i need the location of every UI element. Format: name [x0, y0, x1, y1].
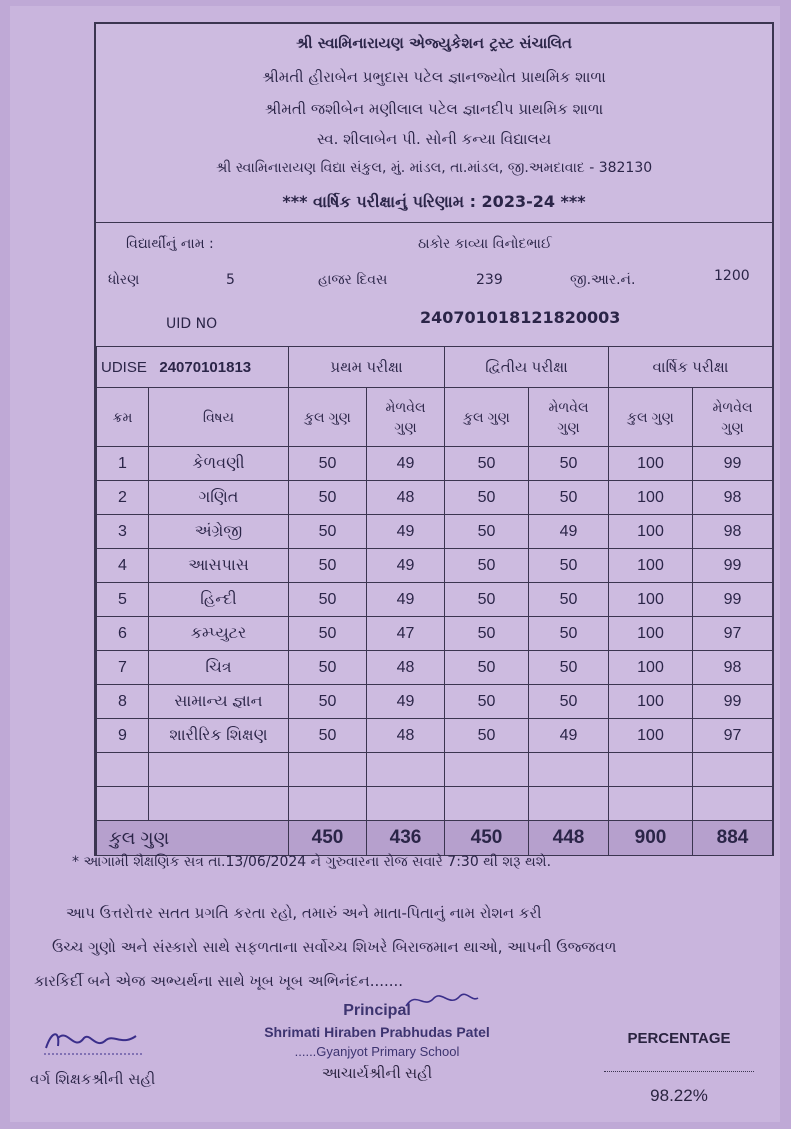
- col-total-1: કુલ ગુણ: [289, 388, 367, 447]
- cell-serial: 7: [97, 651, 149, 685]
- cell-obtained-2: 50: [529, 651, 609, 685]
- principal-school-line-2: ......Gyanjyot Primary School: [294, 1044, 460, 1059]
- total-obtained-3: 884: [693, 821, 773, 856]
- subject-row: [97, 515, 773, 549]
- total-obtained-2: 448: [529, 821, 609, 856]
- cell-obtained-2: 50: [529, 447, 609, 481]
- cell-subject: ચિત્ર: [149, 651, 289, 685]
- subject-row: [97, 719, 773, 753]
- col-obtained-2: મેળવેલ ગુણ: [529, 388, 609, 447]
- cell-max-2: 50: [445, 515, 529, 549]
- principal-signature-mark: [402, 988, 482, 1014]
- cell-max-3: 100: [609, 719, 693, 753]
- empty-row: [97, 753, 773, 787]
- subject-row: [97, 549, 773, 583]
- cell-obtained-1: 49: [367, 583, 445, 617]
- cell-obtained-3: 98: [693, 651, 773, 685]
- cell-max-3: 100: [609, 481, 693, 515]
- cell-serial: 9: [97, 719, 149, 753]
- subject-row: [97, 583, 773, 617]
- subject-row: [97, 481, 773, 515]
- cell-obtained-1: 49: [367, 515, 445, 549]
- cell-serial: 6: [97, 617, 149, 651]
- cell-obtained-2: 49: [529, 719, 609, 753]
- col-total-3: કુલ ગુણ: [609, 388, 693, 447]
- gr-number-label: જી.આર.નં.: [570, 272, 636, 288]
- gr-number-value: 1200: [714, 268, 750, 284]
- cell-serial: 1: [97, 447, 149, 481]
- cell-subject: કેળવણી: [149, 447, 289, 481]
- cell-max-1: 50: [289, 583, 367, 617]
- exam-annual-header: વાર્ષિક પરીક્ષા: [609, 347, 773, 388]
- subject-row: [97, 685, 773, 719]
- cell-obtained-1: 48: [367, 651, 445, 685]
- result-title: *** વાર્ષિક પરીક્ષાનું પરિણામ : 2023-24 ***: [282, 192, 586, 211]
- cell-max-3: 100: [609, 447, 693, 481]
- principal-title: Principal: [343, 1002, 411, 1019]
- cell-max-3: 100: [609, 651, 693, 685]
- cell-obtained-1: 47: [367, 617, 445, 651]
- cell-max-3: 100: [609, 685, 693, 719]
- principal-school-line-1: Shrimati Hiraben Prabhudas Patel: [264, 1024, 490, 1040]
- result-sheet: [10, 6, 780, 1122]
- cell-max-2: 50: [445, 685, 529, 719]
- student-name-value: ઠાકોર કાવ્યા વિનોદભાઈ: [418, 236, 552, 252]
- cell-max-3: 100: [609, 515, 693, 549]
- header-divider: [96, 222, 772, 223]
- cell-subject: સામાન્ય જ્ઞાન: [149, 685, 289, 719]
- subject-row: [97, 651, 773, 685]
- totals-row: [97, 821, 773, 856]
- total-obtained-1: 436: [367, 821, 445, 856]
- cell-subject: કમ્પ્યુટર: [149, 617, 289, 651]
- col-obtained-1: મેળવેલ ગુણ: [367, 388, 445, 447]
- subject-row: [97, 447, 773, 481]
- total-max-3: 900: [609, 821, 693, 856]
- cell-max-1: 50: [289, 651, 367, 685]
- cell-obtained-3: 99: [693, 685, 773, 719]
- uid-value: 240701018121820003: [420, 308, 621, 327]
- trust-name: શ્રી સ્વામિનારાયણ એજ્યુકેશન ટ્રસ્ટ સંચાલિત: [296, 34, 572, 52]
- school-name-2: શ્રીમતી જશીબેન મણીલાલ પટેલ જ્ઞાનદીપ પ્રાથમિક શાળા: [264, 100, 604, 118]
- udise-label: UDISE: [101, 358, 147, 376]
- col-serial: ક્રમ: [97, 388, 149, 447]
- standard-value: 5: [226, 272, 235, 288]
- attendance-value: 239: [476, 272, 503, 288]
- cell-obtained-2: 50: [529, 617, 609, 651]
- percentage-block: [604, 1030, 754, 1106]
- cell-max-2: 50: [445, 447, 529, 481]
- standard-label: ધોરણ: [108, 272, 140, 288]
- empty-row: [97, 787, 773, 821]
- cell-max-3: 100: [609, 549, 693, 583]
- cell-obtained-1: 49: [367, 549, 445, 583]
- cell-subject: ગણિત: [149, 481, 289, 515]
- cell-max-1: 50: [289, 617, 367, 651]
- school-address: શ્રી સ્વામિનારાયણ વિદ્યા સંકુલ, મું. માંડલ, તા.માંડલ, જી.અમદાવાદ - 382130: [215, 160, 653, 176]
- cell-subject: શારીરિક શિક્ષણ: [149, 719, 289, 753]
- percentage-value: 98.22%: [650, 1086, 708, 1105]
- percentage-label: PERCENTAGE: [627, 1030, 731, 1047]
- cell-max-2: 50: [445, 583, 529, 617]
- cell-obtained-2: 49: [529, 515, 609, 549]
- result-card: [94, 22, 774, 856]
- cell-serial: 2: [97, 481, 149, 515]
- principal-block: [232, 1002, 522, 1082]
- cell-obtained-1: 48: [367, 481, 445, 515]
- cell-obtained-2: 50: [529, 481, 609, 515]
- cell-obtained-3: 99: [693, 447, 773, 481]
- cell-subject: આસપાસ: [149, 549, 289, 583]
- wish-line-2: ઉચ્ચ ગુણો અને સંસ્કારો સાથે સફળતાના સર્વોચ્ચ શિખરે બિરાજમાન થાઓ, આપની ઉજ્જવળ: [52, 938, 617, 956]
- cell-obtained-1: 49: [367, 447, 445, 481]
- wish-line-3: કારકિર્દી બને એજ અભ્યર્થના સાથે ખૂબ ખૂબ અભિનંદન.......: [34, 972, 404, 990]
- cell-max-3: 100: [609, 583, 693, 617]
- cell-max-1: 50: [289, 515, 367, 549]
- teacher-signature-mark: [40, 1024, 150, 1058]
- cell-obtained-3: 97: [693, 719, 773, 753]
- cell-obtained-3: 99: [693, 549, 773, 583]
- udise-cell: [97, 347, 289, 388]
- cell-max-1: 50: [289, 719, 367, 753]
- udise-value: 24070101813: [159, 358, 252, 376]
- cell-max-1: 50: [289, 481, 367, 515]
- total-max-2: 450: [445, 821, 529, 856]
- teacher-sign-label: વર્ગ શિક્ષકશ્રીની સહી: [30, 1070, 156, 1088]
- cell-obtained-3: 97: [693, 617, 773, 651]
- exam-first-header: પ્રથમ પરીક્ષા: [289, 347, 445, 388]
- cell-max-2: 50: [445, 651, 529, 685]
- total-label: કુલ ગુણ: [97, 821, 289, 856]
- cell-serial: 4: [97, 549, 149, 583]
- school-name-3: સ્વ. શીલાબેન પી. સોની કન્યા વિદ્યાલય: [316, 130, 552, 148]
- cell-obtained-2: 50: [529, 583, 609, 617]
- cell-obtained-3: 98: [693, 515, 773, 549]
- cell-obtained-1: 49: [367, 685, 445, 719]
- cell-obtained-3: 98: [693, 481, 773, 515]
- percentage-underline: [604, 1071, 754, 1072]
- subject-row: [97, 617, 773, 651]
- exam-second-header: દ્વિતીય પરીક્ષા: [445, 347, 609, 388]
- marks-table: [96, 346, 773, 856]
- cell-obtained-3: 99: [693, 583, 773, 617]
- session-notice: * આગામી શૈક્ષણિક સત્ર તા.13/06/2024 ને ગુરુવારના રોજ સવારે 7:30 થી શરૂ થશે.: [72, 854, 552, 870]
- cell-max-2: 50: [445, 549, 529, 583]
- attendance-label: હાજર દિવસ: [318, 272, 388, 288]
- cell-obtained-1: 48: [367, 719, 445, 753]
- principal-sign-label: આચાર્યશ્રીની સહી: [321, 1065, 433, 1082]
- cell-max-1: 50: [289, 685, 367, 719]
- cell-max-2: 50: [445, 719, 529, 753]
- cell-max-2: 50: [445, 617, 529, 651]
- cell-obtained-2: 50: [529, 685, 609, 719]
- cell-serial: 8: [97, 685, 149, 719]
- uid-label: UID NO: [166, 316, 218, 332]
- cell-subject: હિન્દી: [149, 583, 289, 617]
- col-total-2: કુલ ગુણ: [445, 388, 529, 447]
- cell-subject: અંગ્રેજી: [149, 515, 289, 549]
- wish-line-1: આપ ઉત્તરોત્તર સતત પ્રગતિ કરતા રહો, તમારું અને માતા-પિતાનું નામ રોશન કરી: [66, 904, 542, 922]
- col-obtained-3: મેળવેલ ગુણ: [693, 388, 773, 447]
- cell-max-1: 50: [289, 447, 367, 481]
- cell-max-2: 50: [445, 481, 529, 515]
- cell-serial: 5: [97, 583, 149, 617]
- total-max-1: 450: [289, 821, 367, 856]
- cell-max-1: 50: [289, 549, 367, 583]
- school-name-1: શ્રીમતી હીરાબેન પ્રભુદાસ પટેલ જ્ઞાનજ્યોત પ્રાથમિક શાળા: [262, 68, 606, 86]
- student-name-label: વિદ્યાર્થીનું નામ :: [126, 236, 214, 252]
- cell-serial: 3: [97, 515, 149, 549]
- col-subject: વિષય: [149, 388, 289, 447]
- cell-max-3: 100: [609, 617, 693, 651]
- cell-obtained-2: 50: [529, 549, 609, 583]
